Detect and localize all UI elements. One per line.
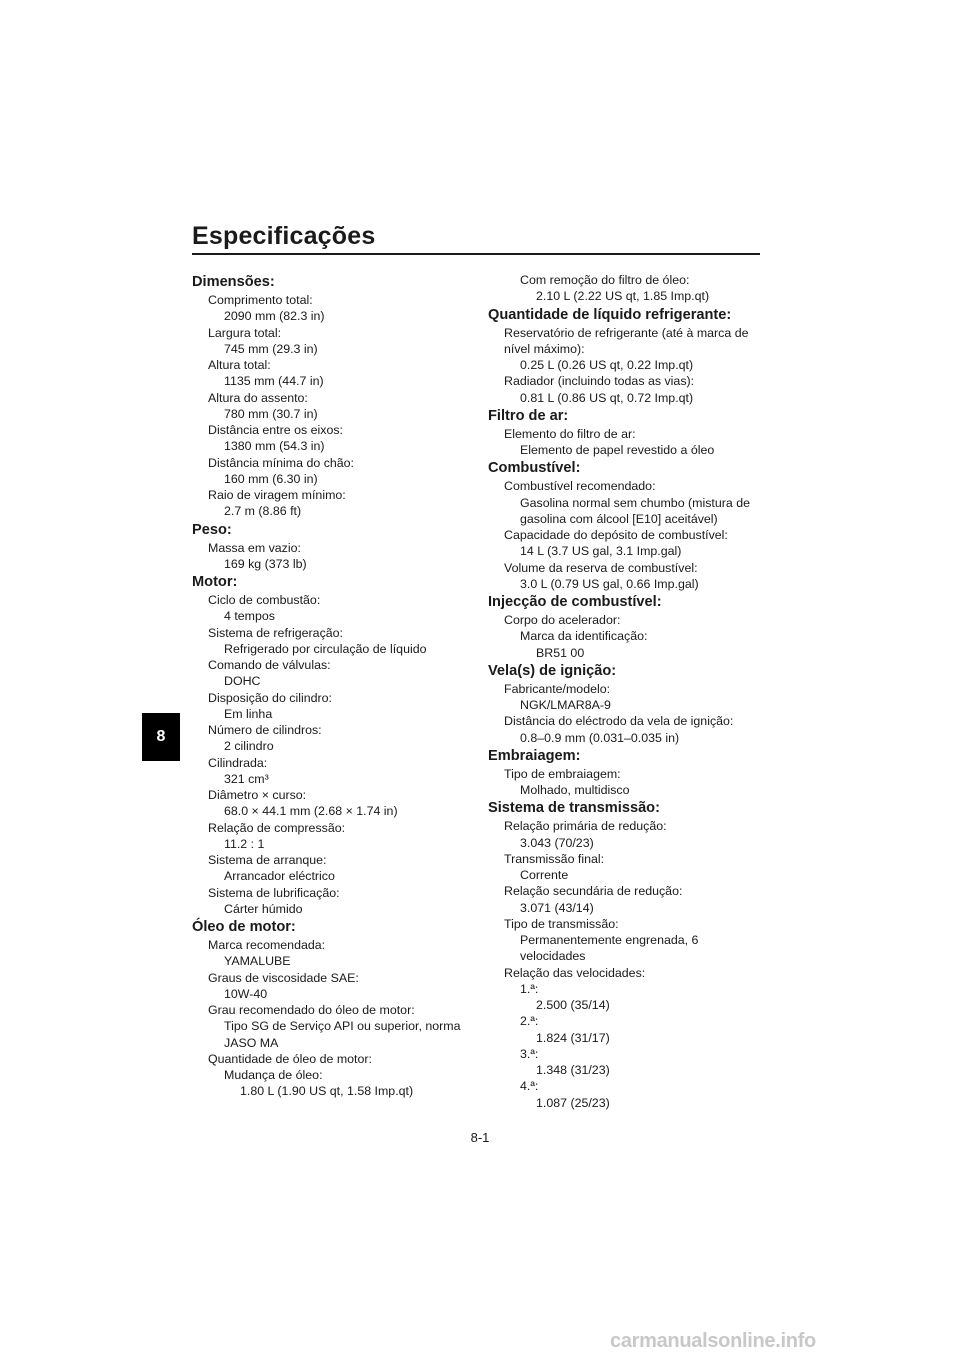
spec-value: 2.7 m (8.86 ft) xyxy=(224,504,302,519)
footer-watermark: carmanualsonline.info xyxy=(610,1330,816,1352)
spec-value: Tipo SG de Serviço API ou superior, norma xyxy=(224,1019,461,1034)
section-heading: Sistema de transmissão: xyxy=(488,800,660,817)
section-heading: Motor: xyxy=(192,574,238,590)
spec-value: 780 mm (30.7 in) xyxy=(224,406,318,421)
spec-label: Distância mínima do chão: xyxy=(208,455,355,470)
spec-label: Elemento do filtro de ar: xyxy=(504,426,636,441)
spec-label: Relação primária de redução: xyxy=(504,819,667,834)
spec-value: Molhado, multidisco xyxy=(520,783,630,797)
spec-value: 169 kg (373 lb) xyxy=(224,556,307,571)
section-heading: Quantidade de líquido refrigerante: xyxy=(488,306,732,323)
spec-value: 1.824 (31/17) xyxy=(536,1030,610,1045)
section-heading: Óleo de motor: xyxy=(192,919,296,935)
section-heading: Injecção de combustível: xyxy=(488,594,662,610)
section-heading: Combustível: xyxy=(488,460,581,477)
spec-label: Altura do assento: xyxy=(208,390,308,405)
spec-value: 2090 mm (82.3 in) xyxy=(224,309,325,324)
title-divider xyxy=(192,253,760,255)
page-number: 8-1 xyxy=(470,1130,490,1145)
spec-label: nível máximo): xyxy=(504,341,585,356)
spec-value: Com remoção do filtro de óleo: xyxy=(520,273,690,287)
spec-value: Permanentemente engrenada, 6 xyxy=(520,933,699,947)
spec-label: Altura total: xyxy=(208,358,271,372)
spec-value: 321 cm³ xyxy=(224,771,269,786)
chapter-tab: 8 xyxy=(142,713,180,761)
section-heading: Embraiagem: xyxy=(488,747,581,764)
spec-label: Tipo de transmissão: xyxy=(504,916,619,931)
spec-value: 1.348 (31/23) xyxy=(536,1063,610,1077)
spec-value: 3.071 (43/14) xyxy=(520,900,594,915)
spec-value: velocidades xyxy=(520,949,586,964)
spec-label: Corpo do acelerador: xyxy=(504,613,621,627)
spec-label: Cilindrada: xyxy=(208,755,268,770)
spec-label: Grau recomendado do óleo de motor: xyxy=(208,1003,415,1017)
spec-label: Transmissão final: xyxy=(504,851,605,866)
spec-value: 14 L (3.7 US gal, 3.1 Imp.gal) xyxy=(520,544,682,559)
spec-value: Corrente xyxy=(520,868,569,882)
spec-value: Cárter húmido xyxy=(224,901,303,916)
spec-value: 0.81 L (0.86 US qt, 0.72 Imp.qt) xyxy=(520,390,694,405)
spec-label: Número de cilindros: xyxy=(208,723,322,737)
spec-value: Gasolina normal sem chumbo (mistura de xyxy=(520,495,751,510)
spec-label: Comprimento total: xyxy=(208,293,313,307)
spec-label: Relação secundária de redução: xyxy=(504,884,683,899)
spec-value: 1380 mm (54.3 in) xyxy=(224,439,325,454)
spec-value: 1.ª: xyxy=(520,981,539,996)
spec-label: Radiador (incluindo todas as vias): xyxy=(504,374,695,389)
spec-value: 3.ª: xyxy=(520,1046,539,1061)
section-heading: Vela(s) de ignição: xyxy=(488,662,617,679)
spec-label: Raio de viragem mínimo: xyxy=(208,488,346,502)
page-title: Especificações xyxy=(192,222,376,250)
spec-label: Quantidade de óleo de motor: xyxy=(208,1051,372,1066)
spec-value: 4.ª: xyxy=(520,1079,539,1094)
spec-label: Disposição do cilindro: xyxy=(208,690,332,705)
spec-label: Fabricante/modelo: xyxy=(504,681,611,696)
spec-label: Combustível recomendado: xyxy=(504,479,656,494)
spec-value: Marca da identificação: xyxy=(520,629,648,644)
spec-label: Volume da reserva de combustível: xyxy=(504,560,698,575)
spec-value: 0.25 L (0.26 US qt, 0.22 Imp.qt) xyxy=(520,358,694,372)
spec-value: 1135 mm (44.7 in) xyxy=(224,374,324,389)
spec-label: Sistema de lubrificação: xyxy=(208,885,340,900)
spec-value: 0.8–0.9 mm (0.031–0.035 in) xyxy=(520,730,680,745)
spec-label: Massa em vazio: xyxy=(208,540,301,555)
spec-label: Distância entre os eixos: xyxy=(208,423,343,437)
spec-value: JASO MA xyxy=(224,1035,279,1050)
spec-column-right xyxy=(488,272,778,1111)
spec-label: Largura total: xyxy=(208,325,282,340)
spec-label: Tipo de embraiagem: xyxy=(504,766,621,781)
spec-value: 11.2 : 1 xyxy=(224,836,265,851)
spec-label: Ciclo de combustão: xyxy=(208,593,321,607)
spec-value: Arrancador eléctrico xyxy=(224,869,335,884)
spec-value: 1.80 L (1.90 US qt, 1.58 Imp.qt) xyxy=(240,1084,414,1099)
spec-value: Mudança de óleo: xyxy=(224,1068,323,1082)
spec-label: Sistema de arranque: xyxy=(208,853,327,867)
spec-value: 2.10 L (2.22 US qt, 1.85 Imp.qt) xyxy=(536,289,710,304)
section-heading: Peso: xyxy=(192,521,232,538)
spec-value: 68.0 × 44.1 mm (2.68 × 1.74 in) xyxy=(224,804,398,819)
spec-label: Marca recomendada: xyxy=(208,938,326,952)
spec-label: Comando de válvulas: xyxy=(208,658,331,672)
spec-label: Relação de compressão: xyxy=(208,820,346,835)
spec-value: 160 mm (6.30 in) xyxy=(224,471,318,486)
section-heading: Dimensões: xyxy=(192,274,275,290)
spec-value: DOHC xyxy=(224,674,261,689)
spec-label: Distância do eléctrodo da vela de ignição: xyxy=(504,714,734,729)
spec-label: Diâmetro × curso: xyxy=(208,788,307,802)
spec-value: 2.ª: xyxy=(520,1014,539,1029)
spec-value: Elemento de papel revestido a óleo xyxy=(520,443,715,457)
spec-value: Refrigerado por circulação de líquido xyxy=(224,641,427,656)
section-heading: Filtro de ar: xyxy=(488,407,569,424)
spec-label: Capacidade do depósito de combustível: xyxy=(504,528,728,542)
spec-value: YAMALUBE xyxy=(224,954,291,969)
spec-value: 2 cilindro xyxy=(224,739,274,754)
spec-value: 4 tempos xyxy=(224,609,275,624)
spec-value: gasolina com álcool [E10] aceitável) xyxy=(520,511,718,526)
spec-value: BR51 00 xyxy=(536,645,585,660)
spec-value: 3.043 (70/23) xyxy=(520,835,594,850)
spec-column-left xyxy=(192,272,482,1100)
spec-label: Relação das velocidades: xyxy=(504,965,646,980)
spec-value: 1.087 (25/23) xyxy=(536,1095,610,1110)
spec-value: 2.500 (35/14) xyxy=(536,998,610,1012)
spec-value: 10W-40 xyxy=(224,986,268,1001)
spec-value: Em linha xyxy=(224,706,273,721)
spec-label: Graus de viscosidade SAE: xyxy=(208,970,359,985)
spec-value: NGK/LMAR8A-9 xyxy=(520,698,611,712)
spec-label: Sistema de refrigeração: xyxy=(208,625,343,640)
spec-value: 745 mm (29.3 in) xyxy=(224,341,318,356)
spec-label: Reservatório de refrigerante (até à marca de xyxy=(504,325,749,340)
spec-value: 3.0 L (0.79 US gal, 0.66 Imp.gal) xyxy=(520,576,699,591)
